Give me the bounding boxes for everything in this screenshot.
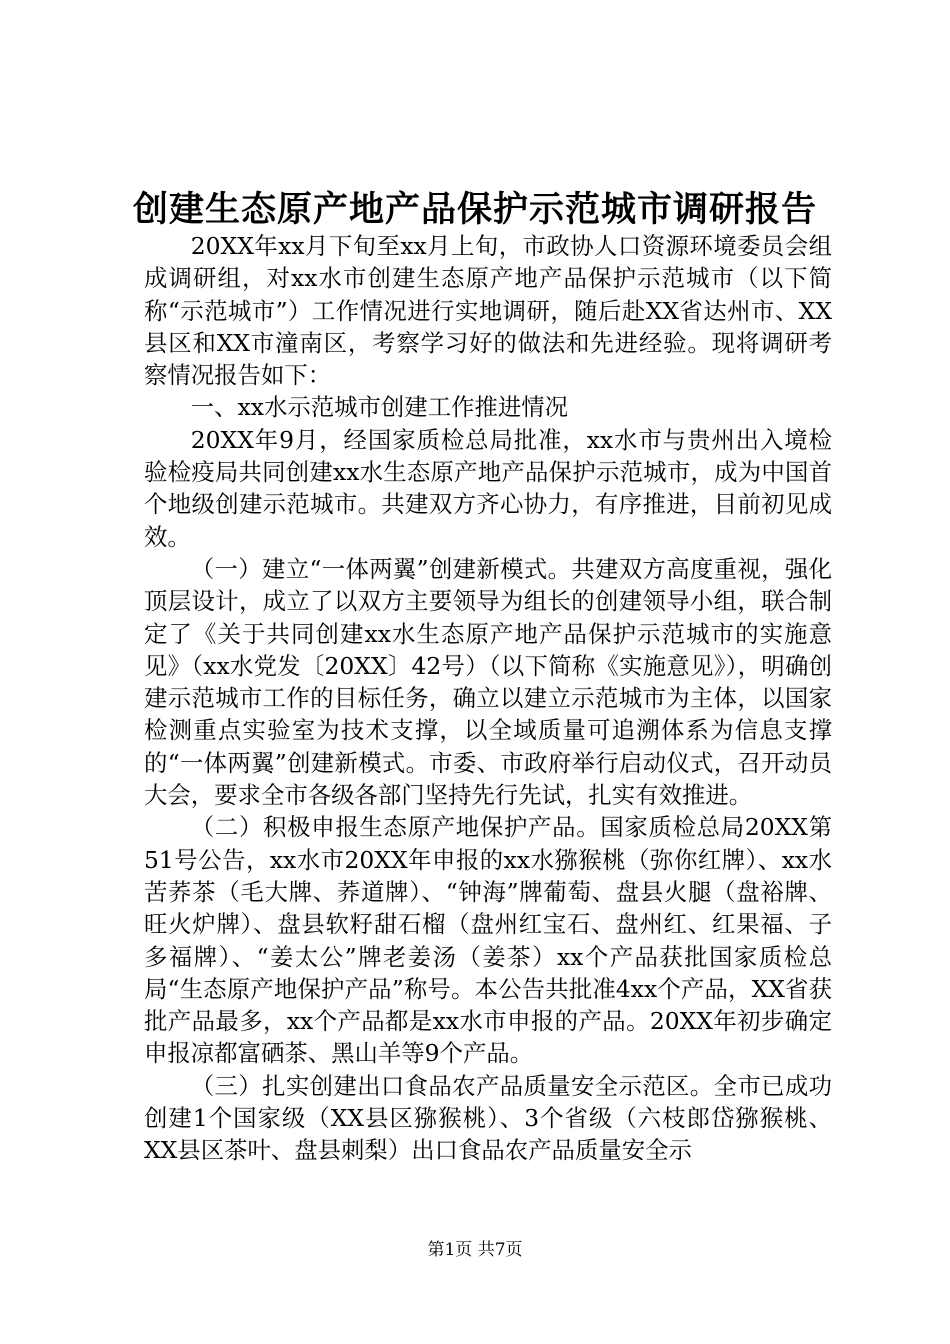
section-heading: 一、xx水示范城市创建工作推进情况 <box>190 393 569 422</box>
paragraph-background: 20XX年9月，经国家质检总局批准，xx水市与贵州出入境检验检疫局共同创建xx水生态原产地产品保护示范城市，成为中国首个地级创建示范城市。共建双方齐心协力，有序推进，目前初见成效。 <box>144 425 832 551</box>
document-body <box>144 230 832 1167</box>
document-title: 创建生态原产地产品保护示范城市调研报告 <box>132 189 817 230</box>
paragraph-item-2: （二）积极申报生态原产地保护产品。国家质检总局20XX第51号公告，xx水市20XX年申报的xx水猕猴桃（弥你红牌）、xx水苦荞茶（毛大牌、荞道牌）、“钟海”牌葡萄、盘县火腿（盘裕牌、旺火炉牌）、盘县软籽甜石榴（盘州红宝石、盘州红、红果福、子多福牌）、“姜太公”牌老姜汤（姜茶）xx个产品获批国家质检总局“生态原产地保护产品”称号。本公告共批准4xx个产品，XX省获批产品最多，xx个产品都是xx水市申报的产品。20XX年初步确定申报凉都富硒茶、黑山羊等9个产品。 <box>144 813 832 1068</box>
paragraph-intro: 20XX年xx月下旬至xx月上旬，市政协人口资源环境委员会组成调研组，对xx水市创建生态原产地产品保护示范城市（以下简称“示范城市”）工作情况进行实地调研，随后赴XX省达州市、XX县区和XX市潼南区，考察学习好的做法和先进经验。现将调研考察情况报告如下： <box>144 232 832 390</box>
paragraph-item-3: （三）扎实创建出口食品农产品质量安全示范区。全市已成功创建1个国家级（XX县区猕猴桃）、3个省级（六枝郎岱猕猴桃、XX县区茶叶、盘县刺梨）出口食品农产品质量安全示 <box>144 1071 832 1165</box>
paragraph-item-1: （一）建立“一体两翼”创建新模式。共建双方高度重视，强化顶层设计，成立了以双方主要领导为组长的创建领导小组，联合制定了《关于共同创建xx水生态原产地产品保护示范城市的实施意见》（xx水党发〔20XX〕42号）（以下简称《实施意见》），明确创建示范城市工作的目标任务，确立以建立示范城市为主体，以国家检测重点实验室为技术支撑，以全域质量可追溯体系为信息支撑的“一体两翼”创建新模式。市委、市政府举行启动仪式，召开动员大会，要求全市各级各部门坚持先行先试，扎实有效推进。 <box>144 554 832 810</box>
page-number-footer: 第1页 共7页 <box>427 1240 523 1260</box>
